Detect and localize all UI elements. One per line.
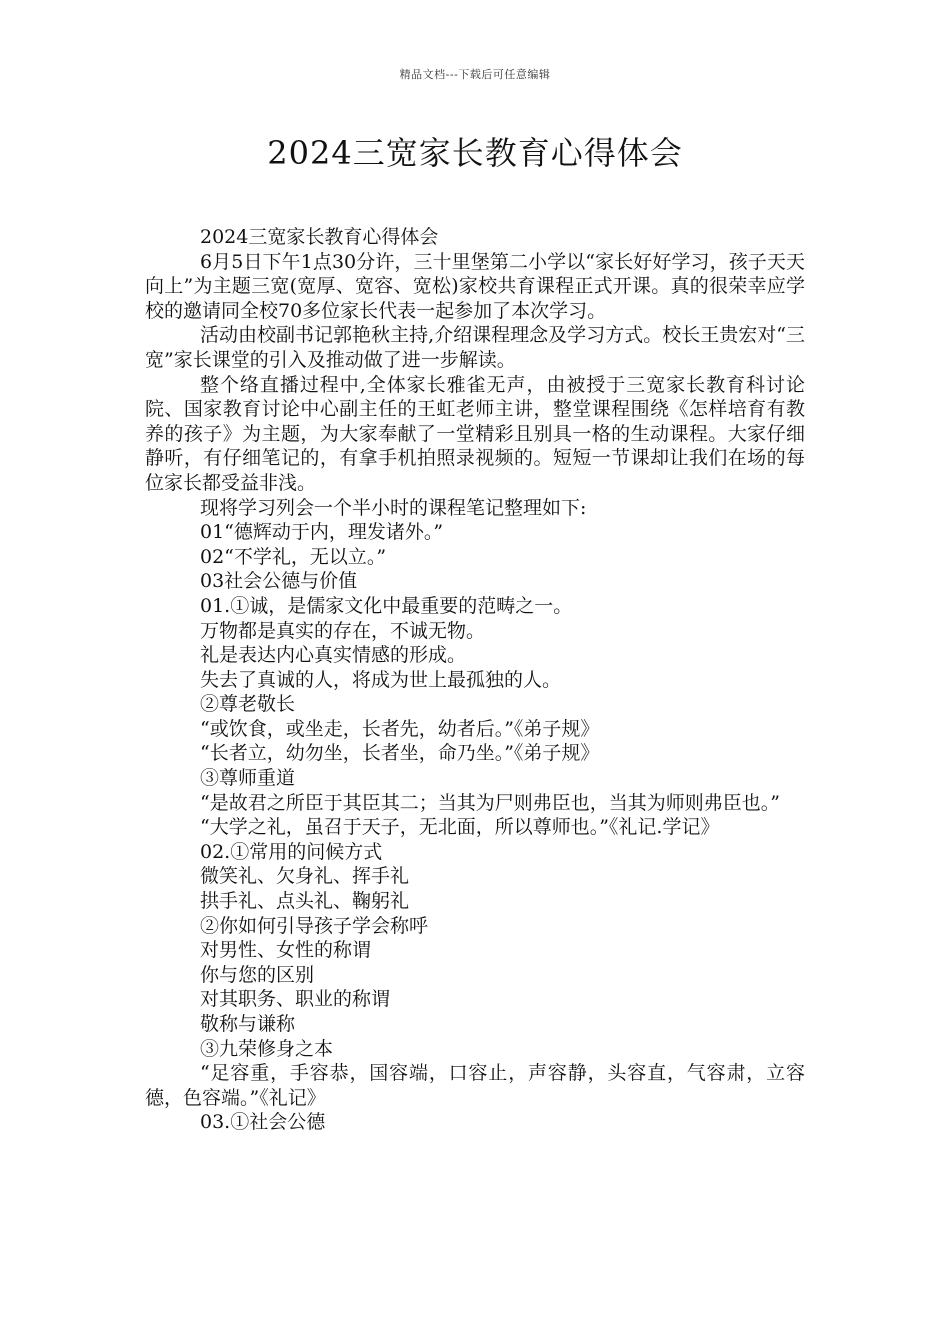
paragraph: 你与您的区别 (200, 963, 315, 986)
page-header-caption: 精品文档---下载后可任意编辑 (399, 68, 551, 81)
paragraph: “足容重，手容恭，国容端，口容止，声容静，头容直，气容肃，立容德，色容端。”《礼记》 (145, 1062, 805, 1109)
paragraph: 03.①社会公德 (200, 1111, 326, 1134)
paragraph: 万物都是真实的存在，不诚无物。 (200, 619, 486, 642)
paragraph: “或饮食，或坐走，长者先，幼者后。”《弟子规》 (200, 717, 600, 740)
paragraph: 对男性、女性的称谓 (200, 939, 372, 962)
paragraph: 微笑礼、欠身礼、挥手礼 (200, 865, 410, 888)
paragraph: 失去了真诚的人，将成为世上最孤独的人。 (200, 668, 562, 691)
paragraph: 礼是表达内心真实情感的形成。 (200, 644, 467, 667)
document-body (145, 225, 805, 1135)
paragraph: 03社会公德与价值 (200, 570, 358, 593)
paragraph: 敬称与谦称 (200, 1013, 296, 1035)
paragraph: ②尊老敬长 (200, 693, 296, 716)
paragraph: 02.①常用的问候方式 (200, 840, 383, 863)
paragraph: 02“不学礼，无以立。” (200, 545, 387, 568)
paragraph: 拱手礼、点头礼、鞠躬礼 (200, 890, 410, 913)
paragraph: 6月5日下午1点30分许，三十里堡第二小学以“家长好好学习，孩子天天向上”为主题三宽(宽厚、宽容、宽松)家校共育课程正式开课。真的很荣幸应学校的邀请同全校70多位家长代表一起参加了本次学习。 (145, 250, 805, 322)
paragraph: ③九荣修身之本 (200, 1037, 334, 1060)
paragraph: “长者立，幼勿坐，长者坐，命乃坐。”《弟子规》 (200, 742, 600, 765)
paragraph: ②你如何引导孩子学会称呼 (200, 914, 429, 937)
paragraph: 整个络直播过程中,全体家长雅雀无声，由被授于三宽家长教育科讨论院、国家教育讨论中心副主任的王虹老师主讲，整堂课程围绕《怎样培育有教养的孩子》为主题，为大家奉献了一堂精彩且别具一格的生动课程。大家仔细静听，有仔细笔记的，有拿手机拍照录视频的。短短一节课却让我们在场的每位家长都受益非浅。 (145, 373, 805, 494)
paragraph: 活动由校副书记郭艳秋主持,介绍课程理念及学习方式。校长王贵宏对“三宽”家长课堂的引入及推动做了进一步解读。 (145, 324, 805, 371)
paragraph: 01.①诚，是儒家文化中最重要的范畴之一。 (200, 594, 573, 617)
paragraph: 对其职务、职业的称谓 (200, 988, 391, 1011)
paragraph: 现将学习列会一个半小时的课程笔记整理如下: (200, 496, 587, 519)
document-title: 2024三宽家长教育心得体会 (267, 134, 683, 172)
paragraph: 2024三宽家长教育心得体会 (200, 226, 439, 248)
paragraph: “大学之礼，虽召于天子，无北面，所以尊师也。”《礼记.学记》 (200, 816, 720, 839)
paragraph: ③尊师重道 (200, 767, 296, 790)
paragraph: “是故君之所臣于其臣其二；当其为尸则弗臣也，当其为师则弗臣也。” (200, 791, 780, 814)
paragraph: 01“德辉动于内，理发诸外。” (200, 521, 444, 544)
